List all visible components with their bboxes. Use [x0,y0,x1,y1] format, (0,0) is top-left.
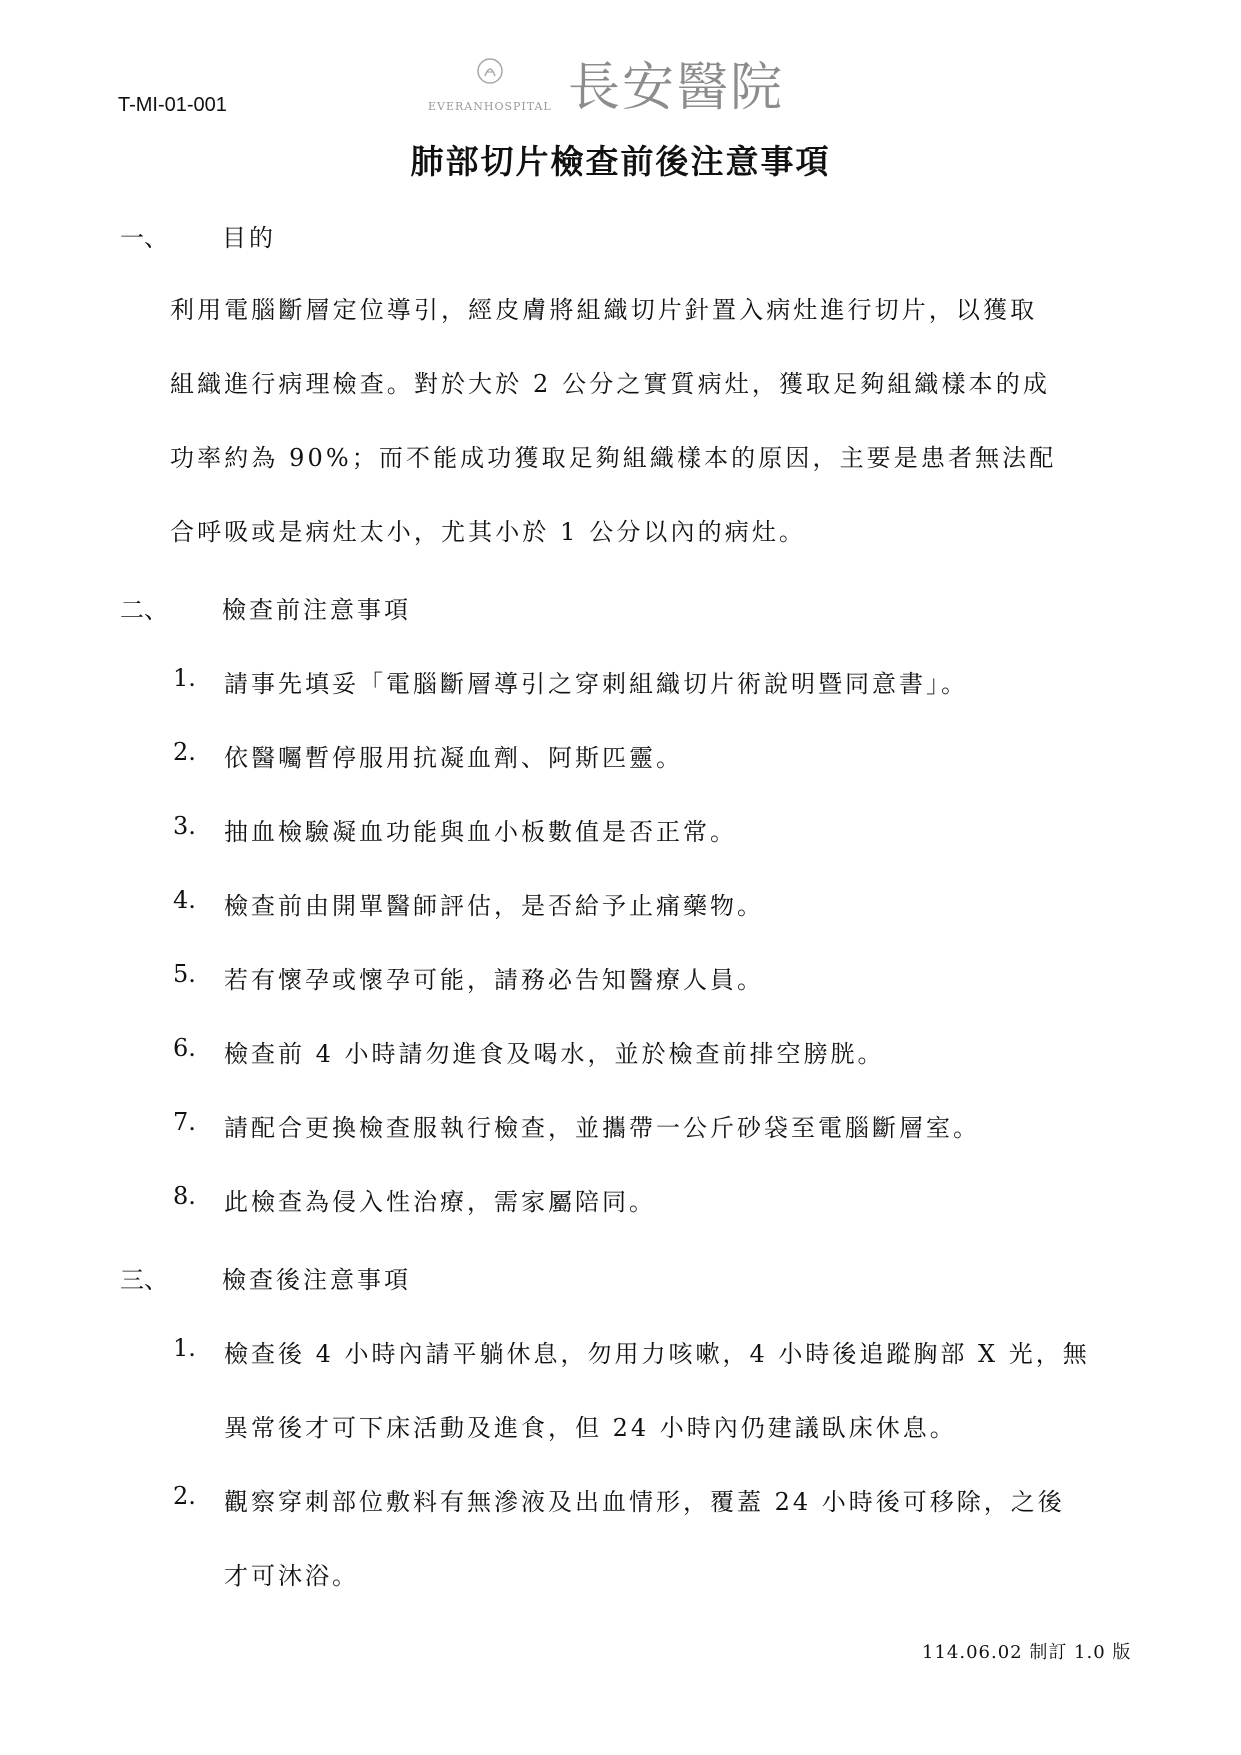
list-item-number: 2. [173,1482,196,1510]
section3-title: 檢查後注意事項 [222,1266,411,1294]
section1-title: 目的 [222,224,276,252]
section1-number: 一、 [120,224,168,252]
list-item-number: 4. [173,886,196,914]
list-item-text: 若有懷孕或懷孕可能，請務必告知醫療人員。 [224,966,764,994]
section1-line: 利用電腦斷層定位導引，經皮膚將組織切片針置入病灶進行切片，以獲取 [170,296,1038,324]
section1-line: 功率約為 90%；而不能成功獲取足夠組織樣本的原因，主要是患者無法配 [170,444,1057,472]
page-title: 肺部切片檢查前後注意事項 [410,142,831,181]
list-item-text: 抽血檢驗凝血功能與血小板數值是否正常。 [224,818,737,846]
hospital-logo [428,56,828,122]
list-item-number: 8. [173,1182,196,1210]
list-item-text: 檢查後 4 小時內請平躺休息，勿用力咳嗽，4 小時後追蹤胸部 X 光，無 [224,1340,1090,1368]
list-item-text: 觀察穿刺部位敷料有無滲液及出血情形，覆蓋 24 小時後可移除，之後 [224,1488,1065,1516]
list-item-text: 依醫囑暫停服用抗凝血劑、阿斯匹靈。 [224,744,683,772]
list-item-text-continued: 才可沐浴。 [224,1562,359,1590]
list-item-number: 7. [173,1108,196,1136]
list-item-text: 檢查前 4 小時請勿進食及喝水，並於檢查前排空膀胱。 [224,1040,885,1068]
document-code: T-MI-01-001 [118,94,227,116]
list-item-number: 5. [173,960,196,988]
list-item-number: 6. [173,1034,196,1062]
section1-line: 組織進行病理檢查。對於大於 2 公分之實質病灶，獲取足夠組織樣本的成 [170,370,1050,398]
logo-english-text: EVERANHOSPITAL [428,100,552,113]
list-item-text-continued: 異常後才可下床活動及進食，但 24 小時內仍建議臥床休息。 [224,1414,957,1442]
section3-number: 三、 [120,1266,168,1294]
section2-title: 檢查前注意事項 [222,596,411,624]
list-item-text: 此檢查為侵入性治療，需家屬陪同。 [224,1188,656,1216]
list-item-number: 3. [173,812,196,840]
version-footer: 114.06.02 制訂 1.0 版 [922,1642,1132,1663]
list-item-text: 請配合更換檢查服執行檢查，並攜帶一公斤砂袋至電腦斷層室。 [224,1114,980,1142]
section1-line: 合呼吸或是病灶太小，尤其小於 1 公分以內的病灶。 [170,518,807,546]
list-item-number: 2. [173,738,196,766]
list-item-text: 請事先填妥「電腦斷層導引之穿刺組織切片術說明暨同意書」。 [224,670,968,698]
section2-number: 二、 [120,596,168,624]
list-item-number: 1. [173,1334,196,1362]
logo-chinese-text: 長安醫院 [568,58,785,118]
list-item-number: 1. [173,664,196,692]
hospital-emblem-icon [475,56,505,86]
list-item-text: 檢查前由開單醫師評估，是否給予止痛藥物。 [224,892,764,920]
